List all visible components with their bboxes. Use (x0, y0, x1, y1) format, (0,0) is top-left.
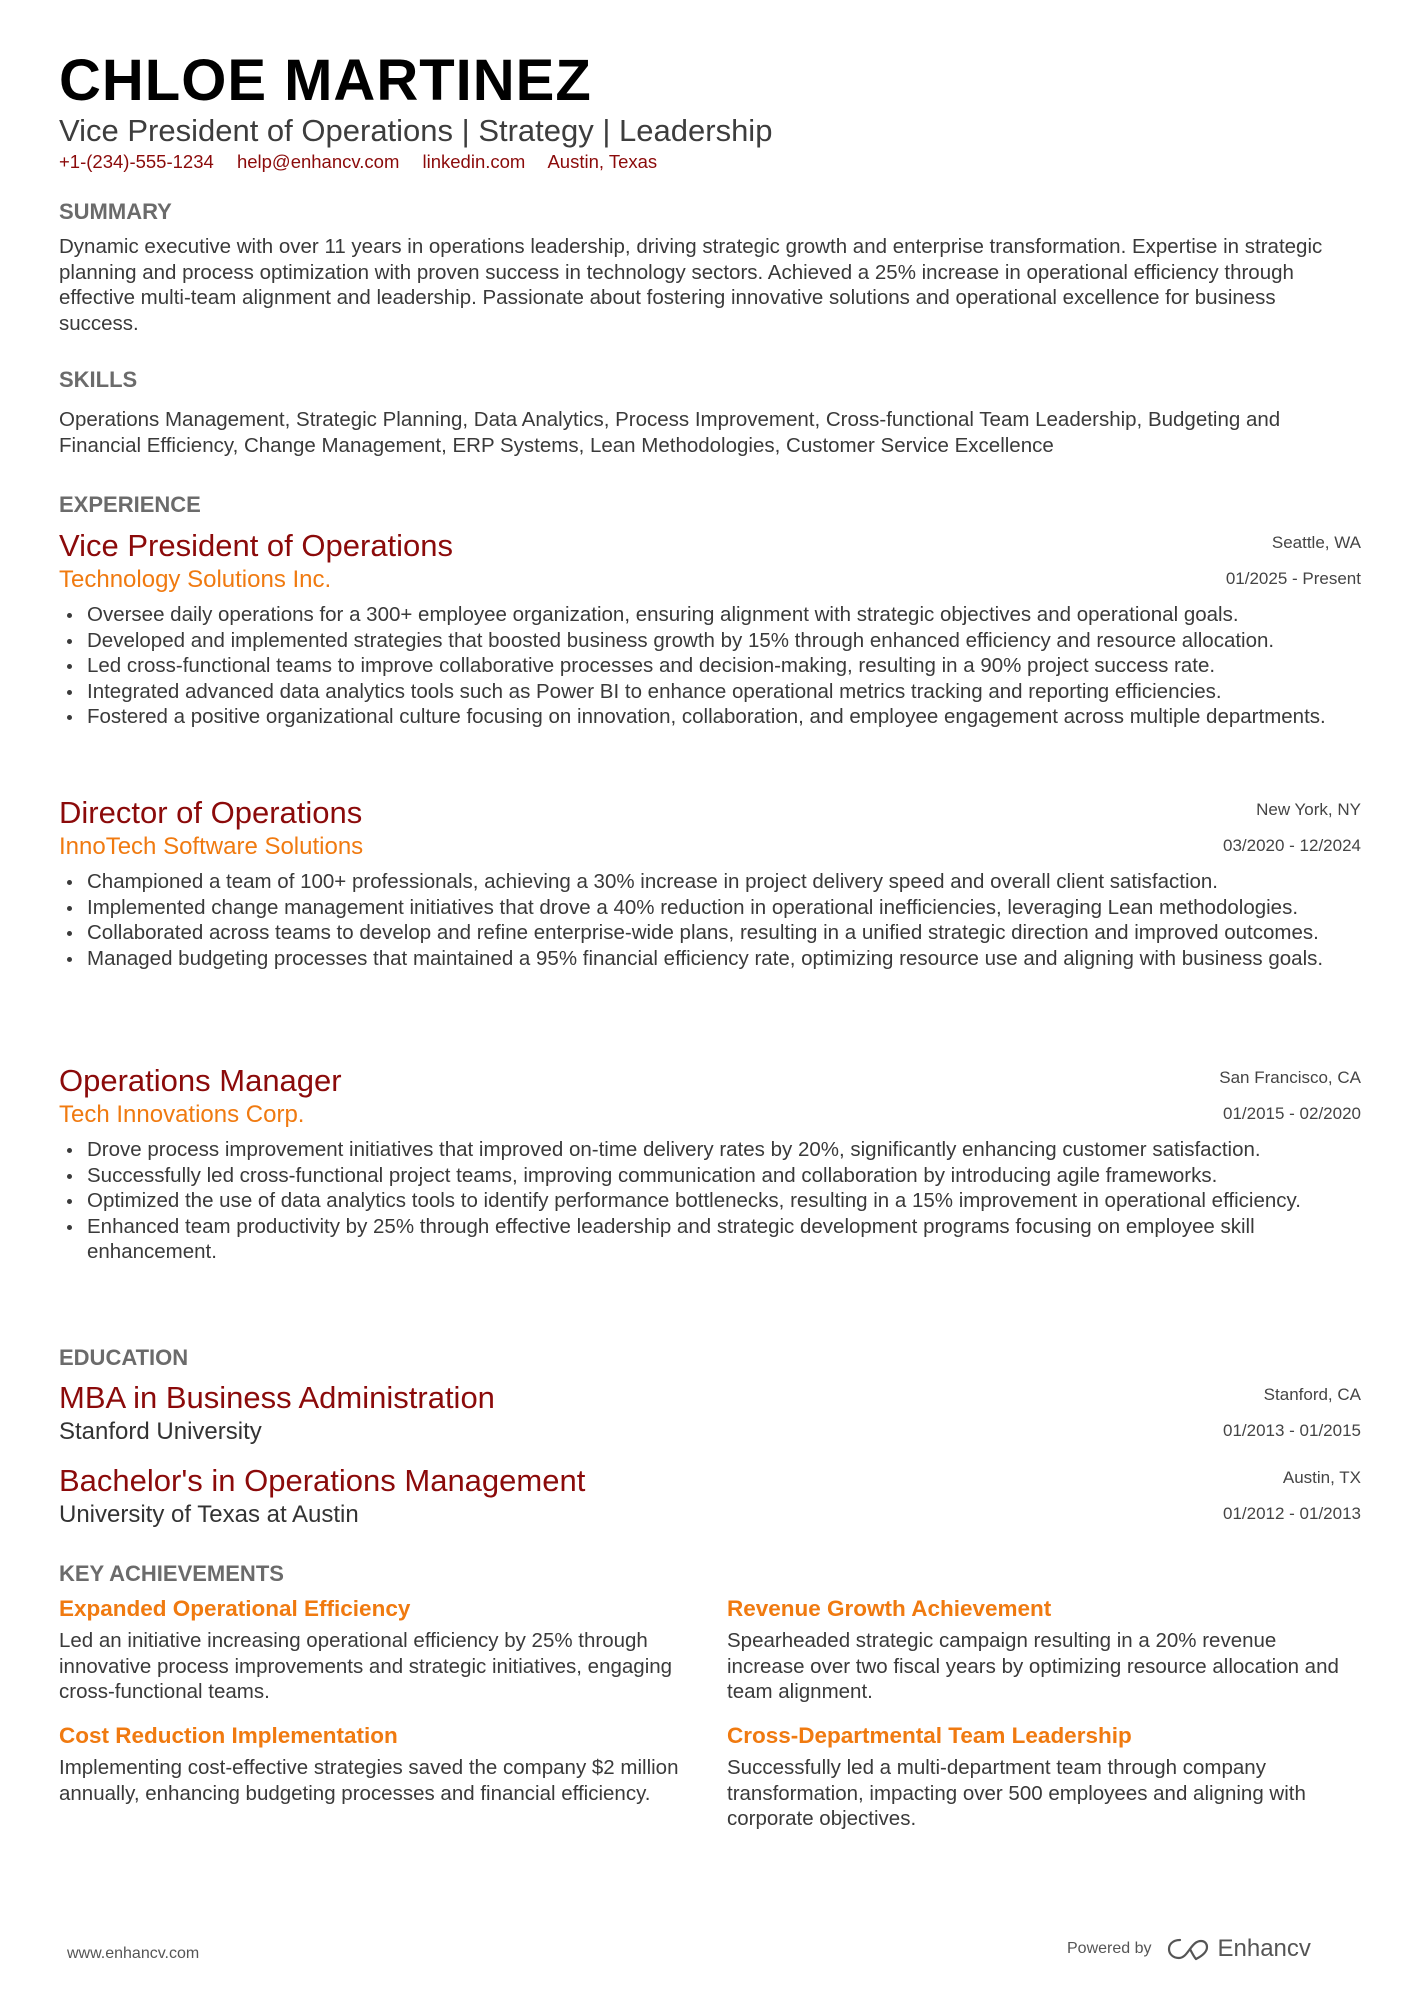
section-title-education: EDUCATION (59, 1345, 189, 1370)
bullet-item: Oversee daily operations for a 300+ employee organization, ensuring alignment with strategic objectives and operational goals. (87, 602, 1361, 628)
school-name: Stanford University (59, 1418, 262, 1445)
bullet-item: Managed budgeting processes that maintained a 95% financial efficiency rate, optimizing resource use and aligning with business goals. (87, 946, 1361, 972)
job-location: New York, NY (1256, 800, 1361, 819)
enhancv-logo-icon (1166, 1936, 1210, 1962)
email-link[interactable]: help@enhancv.com (236, 151, 400, 172)
candidate-headline: Vice President of Operations | Strategy | Leadership (59, 113, 773, 148)
bullet-item: Fostered a positive organizational culture focusing on innovation, collaboration, and employee engagement across multiple departments. (87, 704, 1361, 730)
achievement-title: Cross-Departmental Team Leadership (727, 1723, 1132, 1748)
job-dates: 03/2020 - 12/2024 (1222, 836, 1361, 855)
job-location: San Francisco, CA (1219, 1068, 1361, 1087)
bullet-item: Collaborated across teams to develop and refine enterprise-wide plans, resulting in a unified strategic direction and improved outcomes. (87, 920, 1361, 946)
job-title: Director of Operations (59, 795, 363, 830)
bullet-item: Drove process improvement initiatives that improved on-time delivery rates by 20%, significantly enhancing customer satisfaction. (87, 1137, 1361, 1163)
education-item (59, 1380, 1361, 1448)
phone-link[interactable]: +1-(234)-555-1234 (59, 151, 214, 172)
achievement-desc: Implementing cost-effective strategies saved the company $2 million annually, enhancing budgeting processes and financial efficiency. (59, 1756, 679, 1805)
job-bullets (59, 602, 1361, 730)
job-dates: 01/2015 - 02/2020 (1222, 1104, 1361, 1123)
achievement-desc: Successfully led a multi-department team through company transformation, impacting over 500 employees and aligning with corporate objectives. (727, 1756, 1306, 1831)
bullet-item: Implemented change management initiatives that drove a 40% reduction in operational inefficiencies, leveraging Lean methodologies. (87, 895, 1361, 921)
section-title-experience: EXPERIENCE (59, 492, 201, 517)
achievement-item (59, 1721, 679, 1806)
achievement-item (59, 1594, 679, 1705)
powered-by-label: Powered by (1067, 1940, 1152, 1957)
achievement-desc: Spearheaded strategic campaign resulting in a 20% revenue increase over two fiscal years by optimizing resource allocation and team alignment. (727, 1629, 1339, 1704)
bullet-item: Optimized the use of data analytics tools to identify performance bottlenecks, resulting in a 15% improvement in operational efficiency. (87, 1188, 1361, 1214)
enhancv-brand-link[interactable] (1166, 1935, 1311, 1963)
skills-text: Operations Management, Strategic Planning, Data Analytics, Process Improvement, Cross-functional Team Leadership, Budgeting and Financial Efficiency, Change Management, ERP Systems, Lean Methodologies, Customer Service Excellence (59, 408, 1281, 457)
bullet-item: Enhanced team productivity by 25% through effective leadership and strategic development programs focusing on employee skill enhancement. (87, 1214, 1361, 1265)
job-bullets (59, 1137, 1361, 1265)
experience-item (59, 795, 1361, 971)
achievement-item (727, 1594, 1347, 1705)
section-title-skills: SKILLS (59, 367, 138, 392)
candidate-name: CHLOE MARTINEZ (59, 48, 592, 113)
bullet-item: Led cross-functional teams to improve collaborative processes and decision-making, resulting in a 90% project success rate. (87, 653, 1361, 679)
experience-item (59, 528, 1361, 730)
section-title-achievements: KEY ACHIEVEMENTS (59, 1561, 284, 1586)
bullet-item: Successfully led cross-functional project teams, improving communication and collaboration by introducing agile frameworks. (87, 1163, 1361, 1189)
contact-line (59, 150, 675, 174)
summary-text: Dynamic executive with over 11 years in operations leadership, driving strategic growth and enterprise transformation. Expertise in strategic planning and process optimization with proven success in technology sectors. Achieved a 25% increase in operational efficiency through effective multi-team alignment and leadership. Passionate about fostering innovative solutions and operational excellence for business success. (59, 235, 1323, 335)
achievement-desc: Led an initiative increasing operational efficiency by 25% through innovative process improvements and strategic initiatives, engaging cross-functional teams. (59, 1629, 673, 1704)
achievement-title: Revenue Growth Achievement (727, 1596, 1052, 1621)
bullet-item: Championed a team of 100+ professionals, achieving a 30% increase in project delivery speed and overall client satisfaction. (87, 869, 1361, 895)
education-dates: 01/2012 - 01/2013 (1222, 1504, 1361, 1523)
linkedin-link[interactable]: linkedin.com (422, 151, 526, 172)
bullet-item: Developed and implemented strategies that boosted business growth by 15% through enhanced efficiency and resource allocation. (87, 628, 1361, 654)
achievement-title: Cost Reduction Implementation (59, 1723, 398, 1748)
company-name: Technology Solutions Inc. (59, 566, 332, 593)
education-location: Stanford, CA (1263, 1385, 1361, 1404)
job-title: Operations Manager (59, 1063, 342, 1098)
footer-website-link[interactable]: www.enhancv.com (67, 1945, 200, 1962)
footer-branding (1067, 1935, 1311, 1963)
education-location: Austin, TX (1282, 1468, 1361, 1487)
company-name: InnoTech Software Solutions (59, 833, 364, 860)
section-title-summary: SUMMARY (59, 199, 172, 224)
experience-item (59, 1063, 1361, 1265)
company-name: Tech Innovations Corp. (59, 1101, 305, 1128)
school-name: University of Texas at Austin (59, 1501, 359, 1528)
job-location: Seattle, WA (1271, 533, 1361, 552)
education-item (59, 1463, 1361, 1531)
brand-name: Enhancv (1217, 1935, 1311, 1962)
job-dates: 01/2025 - Present (1225, 569, 1361, 588)
job-title: Vice President of Operations (59, 528, 454, 563)
degree-title: Bachelor's in Operations Management (59, 1463, 586, 1498)
location-text: Austin, Texas (547, 151, 658, 172)
job-bullets (59, 869, 1361, 971)
bullet-item: Integrated advanced data analytics tools such as Power BI to enhance operational metrics tracking and reporting efficiencies. (87, 679, 1361, 705)
education-dates: 01/2013 - 01/2015 (1222, 1421, 1361, 1440)
degree-title: MBA in Business Administration (59, 1380, 495, 1415)
achievement-title: Expanded Operational Efficiency (59, 1596, 411, 1621)
achievement-item (727, 1721, 1347, 1832)
